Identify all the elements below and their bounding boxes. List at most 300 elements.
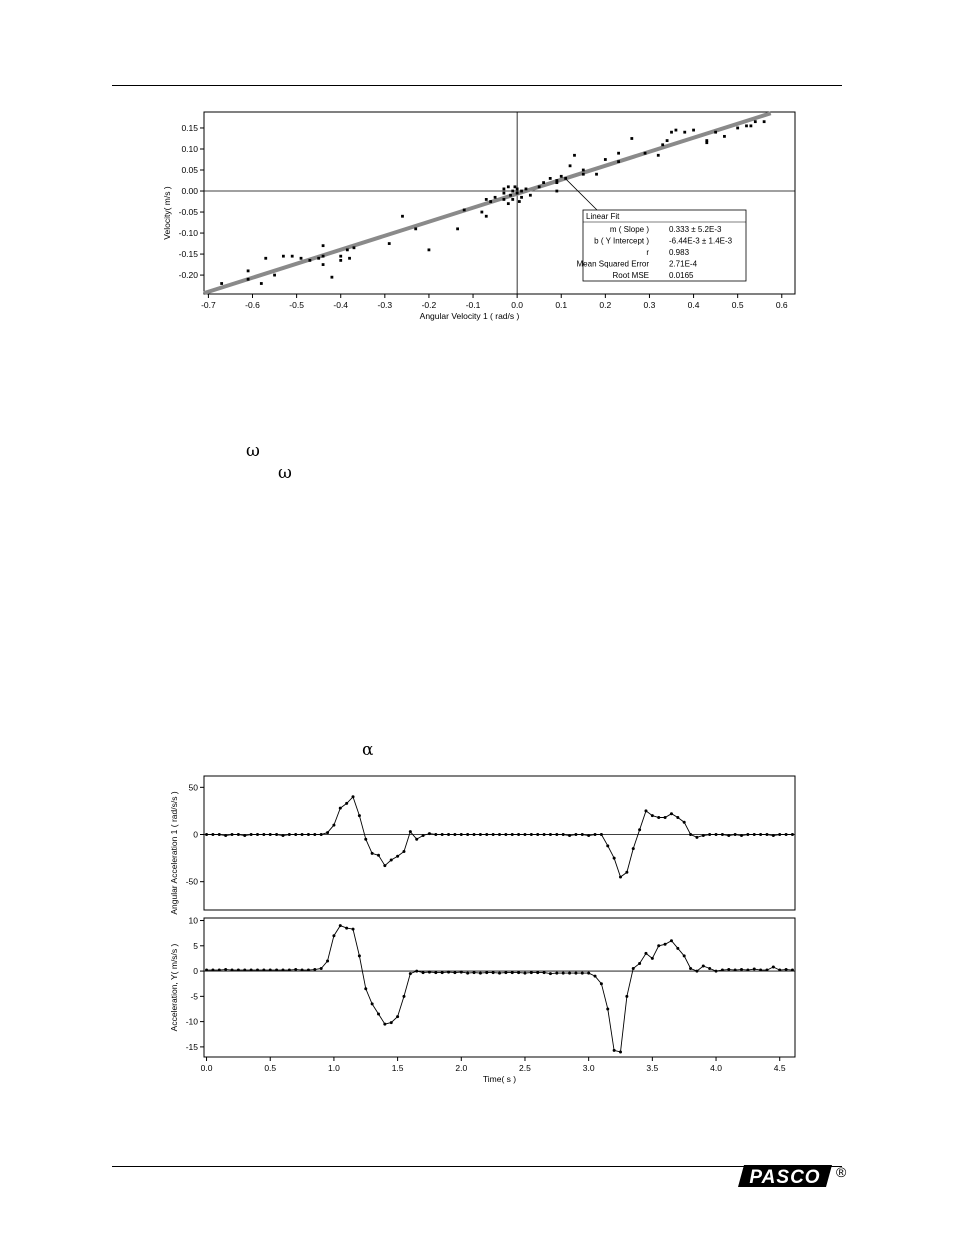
data-point bbox=[307, 833, 310, 836]
data-point bbox=[746, 833, 749, 836]
data-point bbox=[220, 282, 223, 285]
data-point bbox=[581, 833, 584, 836]
x-tick-label: -0.3 bbox=[377, 300, 393, 310]
data-point bbox=[542, 181, 545, 184]
data-point bbox=[536, 971, 539, 974]
data-point bbox=[525, 188, 528, 191]
data-point bbox=[587, 972, 590, 975]
data-point bbox=[434, 833, 437, 836]
data-point bbox=[555, 181, 558, 184]
data-point bbox=[282, 255, 285, 258]
data-point bbox=[401, 215, 404, 218]
data-point bbox=[791, 969, 794, 972]
data-point bbox=[422, 834, 425, 837]
x-tick-label: 0.1 bbox=[555, 300, 568, 310]
data-point bbox=[492, 833, 495, 836]
x-tick-label: 4.5 bbox=[773, 1063, 786, 1073]
data-point bbox=[250, 833, 253, 836]
data-point bbox=[332, 824, 335, 827]
x-tick-label: 0.5 bbox=[264, 1063, 277, 1073]
data-point bbox=[657, 816, 660, 819]
data-point bbox=[339, 924, 342, 927]
data-point bbox=[736, 127, 739, 130]
footer-rule bbox=[112, 1166, 842, 1167]
data-point bbox=[530, 971, 533, 974]
data-point bbox=[785, 968, 788, 971]
y-tick-label: -50 bbox=[185, 876, 198, 887]
data-point bbox=[582, 173, 585, 176]
data-point bbox=[617, 152, 620, 155]
data-point bbox=[409, 830, 412, 833]
data-point bbox=[562, 833, 565, 836]
linear-fit-label: b ( Y Intercept ) bbox=[594, 236, 649, 246]
data-point bbox=[224, 968, 227, 971]
data-point bbox=[320, 967, 323, 970]
data-point bbox=[594, 833, 597, 836]
data-point bbox=[480, 211, 483, 214]
data-point bbox=[466, 972, 469, 975]
data-point bbox=[345, 802, 348, 805]
data-point bbox=[237, 833, 240, 836]
data-point bbox=[479, 972, 482, 975]
data-point bbox=[494, 196, 497, 199]
data-point bbox=[549, 177, 552, 180]
data-point bbox=[721, 969, 724, 972]
data-point bbox=[237, 969, 240, 972]
linear-fit-title: Linear Fit bbox=[586, 212, 620, 221]
data-point bbox=[250, 969, 253, 972]
registered-mark: ® bbox=[836, 1164, 847, 1180]
data-point bbox=[504, 971, 507, 974]
data-point bbox=[644, 152, 647, 155]
data-point bbox=[754, 120, 757, 123]
data-point bbox=[695, 970, 698, 973]
linear-fit-label: Root MSE bbox=[612, 271, 649, 280]
x-tick-label: -0.5 bbox=[289, 300, 304, 310]
data-point bbox=[661, 143, 664, 146]
omega-symbol: ω bbox=[278, 463, 292, 483]
plot-frame bbox=[204, 776, 795, 910]
data-point bbox=[352, 928, 355, 931]
x-tick-label: 0.6 bbox=[775, 300, 788, 310]
data-point bbox=[740, 968, 743, 971]
data-point bbox=[275, 833, 278, 836]
data-point bbox=[549, 972, 552, 975]
data-point bbox=[383, 1023, 386, 1026]
data-point bbox=[353, 246, 356, 249]
data-point bbox=[301, 833, 304, 836]
data-point bbox=[434, 971, 437, 974]
velocity-vs-angular-velocity-chart bbox=[150, 100, 800, 330]
data-point bbox=[281, 969, 284, 972]
x-tick-label: 0.2 bbox=[599, 300, 612, 310]
data-point bbox=[243, 969, 246, 972]
series-line bbox=[207, 926, 793, 1052]
data-point bbox=[260, 282, 263, 285]
data-point bbox=[745, 124, 748, 127]
data-point bbox=[402, 995, 405, 998]
annotation-leader bbox=[567, 180, 597, 210]
data-point bbox=[791, 833, 794, 836]
data-point bbox=[753, 833, 756, 836]
data-point bbox=[205, 833, 208, 836]
data-point bbox=[313, 833, 316, 836]
header-rule bbox=[112, 85, 842, 86]
data-point bbox=[569, 164, 572, 167]
data-point bbox=[262, 969, 265, 972]
x-tick-label: 4.0 bbox=[710, 1063, 722, 1073]
data-point bbox=[453, 833, 456, 836]
data-point bbox=[320, 833, 323, 836]
data-point bbox=[568, 972, 571, 975]
data-point bbox=[307, 969, 310, 972]
data-point bbox=[568, 834, 571, 837]
y-tick-label: 10 bbox=[188, 915, 198, 926]
data-point bbox=[549, 833, 552, 836]
data-point bbox=[702, 965, 705, 968]
data-point bbox=[516, 192, 519, 195]
data-point bbox=[705, 139, 708, 142]
data-point bbox=[670, 131, 673, 134]
data-point bbox=[388, 242, 391, 245]
data-point bbox=[651, 814, 654, 817]
data-point bbox=[692, 129, 695, 132]
y-tick-label: 0.15 bbox=[181, 122, 198, 133]
data-point bbox=[485, 971, 488, 974]
data-point bbox=[759, 969, 762, 972]
data-point bbox=[294, 968, 297, 971]
data-point bbox=[504, 833, 507, 836]
y-tick-label: -10 bbox=[185, 1016, 198, 1027]
data-point bbox=[657, 944, 660, 947]
data-point bbox=[560, 175, 563, 178]
x-tick-label: 3.0 bbox=[582, 1063, 595, 1073]
data-point bbox=[396, 1015, 399, 1018]
data-point bbox=[581, 972, 584, 975]
data-point bbox=[224, 834, 227, 837]
x-tick-label: 1.0 bbox=[328, 1063, 340, 1073]
data-point bbox=[247, 269, 250, 272]
alpha-symbol: α bbox=[362, 740, 374, 760]
data-point bbox=[574, 972, 577, 975]
data-point bbox=[273, 274, 276, 277]
data-point bbox=[632, 847, 635, 850]
y-tick-label: 0.10 bbox=[181, 143, 198, 154]
data-point bbox=[511, 198, 514, 201]
data-point bbox=[664, 943, 667, 946]
plot-frame bbox=[204, 918, 795, 1057]
data-point bbox=[517, 971, 520, 974]
data-point bbox=[573, 154, 576, 157]
y-tick-label: -0.15 bbox=[178, 249, 198, 260]
data-point bbox=[606, 1007, 609, 1010]
data-point bbox=[422, 971, 425, 974]
data-point bbox=[371, 852, 374, 855]
data-point bbox=[715, 833, 718, 836]
data-point bbox=[536, 833, 539, 836]
data-point bbox=[518, 200, 521, 203]
data-point bbox=[473, 971, 476, 974]
data-point bbox=[441, 833, 444, 836]
data-point bbox=[218, 969, 221, 972]
data-point bbox=[511, 971, 514, 974]
data-point bbox=[294, 833, 297, 836]
x-tick-label: -0.1 bbox=[465, 300, 481, 310]
data-point bbox=[503, 188, 506, 191]
data-point bbox=[288, 833, 291, 836]
data-point bbox=[543, 833, 546, 836]
angular-acceleration-chart bbox=[150, 766, 800, 916]
data-point bbox=[383, 864, 386, 867]
data-point bbox=[600, 982, 603, 985]
data-point bbox=[689, 833, 692, 836]
data-point bbox=[346, 248, 349, 251]
data-point bbox=[441, 971, 444, 974]
linear-fit-value: 0.0165 bbox=[669, 271, 694, 280]
y-tick-label: 50 bbox=[188, 782, 198, 793]
data-point bbox=[269, 833, 272, 836]
data-point bbox=[415, 970, 418, 973]
data-point bbox=[520, 190, 523, 193]
data-point bbox=[511, 833, 514, 836]
data-point bbox=[275, 969, 278, 972]
data-point bbox=[772, 966, 775, 969]
data-point bbox=[676, 947, 679, 950]
data-point bbox=[765, 833, 768, 836]
data-point bbox=[396, 855, 399, 858]
data-point bbox=[727, 968, 730, 971]
data-point bbox=[460, 833, 463, 836]
data-point bbox=[345, 927, 348, 930]
y-tick-label: -0.20 bbox=[178, 270, 198, 281]
data-point bbox=[511, 190, 514, 193]
data-point bbox=[675, 129, 678, 132]
data-point bbox=[600, 833, 603, 836]
data-point bbox=[516, 188, 519, 191]
x-tick-label: 2.5 bbox=[519, 1063, 531, 1073]
data-point bbox=[281, 834, 284, 837]
data-point bbox=[507, 185, 510, 188]
data-point bbox=[619, 1050, 622, 1053]
data-point bbox=[503, 192, 506, 195]
data-point bbox=[664, 816, 667, 819]
data-point bbox=[702, 834, 705, 837]
data-point bbox=[683, 821, 686, 824]
x-tick-label: 1.5 bbox=[391, 1063, 404, 1073]
data-point bbox=[529, 194, 532, 197]
data-point bbox=[364, 987, 367, 990]
data-point bbox=[689, 967, 692, 970]
x-tick-label: 3.5 bbox=[646, 1063, 659, 1073]
data-point bbox=[638, 828, 641, 831]
data-point bbox=[264, 257, 267, 260]
data-point bbox=[772, 834, 775, 837]
pasco-logo-mark bbox=[738, 1163, 847, 1191]
y-tick-label: 0 bbox=[193, 966, 198, 977]
x-tick-label: 0.4 bbox=[687, 300, 700, 310]
x-tick-label: 0.5 bbox=[731, 300, 744, 310]
data-point bbox=[339, 807, 342, 810]
data-point bbox=[778, 969, 781, 972]
data-point bbox=[256, 969, 259, 972]
data-point bbox=[498, 972, 501, 975]
data-point bbox=[657, 154, 660, 157]
data-point bbox=[322, 244, 325, 247]
data-point bbox=[644, 809, 647, 812]
data-point bbox=[332, 934, 335, 937]
x-tick-label: -0.2 bbox=[421, 300, 437, 310]
data-point bbox=[331, 276, 334, 279]
data-point bbox=[358, 814, 361, 817]
data-point bbox=[414, 227, 417, 230]
x-tick-label: 0.3 bbox=[643, 300, 656, 310]
data-point bbox=[670, 939, 673, 942]
data-point bbox=[723, 135, 726, 138]
data-point bbox=[322, 255, 325, 258]
data-point bbox=[763, 120, 766, 123]
data-point bbox=[595, 173, 598, 176]
data-point bbox=[269, 969, 272, 972]
data-point bbox=[651, 957, 654, 960]
data-point bbox=[205, 969, 208, 972]
data-point bbox=[564, 177, 567, 180]
data-point bbox=[301, 969, 304, 972]
y-tick-label: 0.05 bbox=[181, 165, 198, 176]
pasco-logo-text: PASCO bbox=[749, 1167, 821, 1188]
data-point bbox=[617, 160, 620, 163]
data-point bbox=[765, 969, 768, 972]
data-point bbox=[676, 816, 679, 819]
linear-fit-label: Mean Squared Error bbox=[576, 259, 649, 269]
data-point bbox=[485, 215, 488, 218]
y-tick-label: -0.10 bbox=[178, 228, 198, 239]
data-point bbox=[313, 968, 316, 971]
data-point bbox=[218, 833, 221, 836]
data-point bbox=[587, 834, 590, 837]
data-point bbox=[288, 969, 291, 972]
pasco-logo bbox=[738, 1163, 847, 1196]
data-point bbox=[352, 795, 355, 798]
data-point bbox=[670, 812, 673, 815]
data-point bbox=[695, 836, 698, 839]
data-point bbox=[625, 871, 628, 874]
y-tick-label: -5 bbox=[190, 991, 198, 1002]
data-point bbox=[638, 962, 641, 965]
x-tick-label: 2.0 bbox=[455, 1063, 468, 1073]
data-point bbox=[231, 969, 234, 972]
data-point bbox=[447, 971, 450, 974]
data-point bbox=[759, 833, 762, 836]
data-point bbox=[714, 131, 717, 134]
x-axis-label: Time( s ) bbox=[482, 1074, 517, 1084]
data-point bbox=[453, 971, 456, 974]
data-point bbox=[574, 833, 577, 836]
data-point bbox=[523, 972, 526, 975]
data-point bbox=[632, 967, 635, 970]
data-point bbox=[520, 196, 523, 199]
data-point bbox=[339, 255, 342, 258]
data-point bbox=[456, 227, 459, 230]
x-tick-label: -0.4 bbox=[333, 300, 349, 310]
data-point bbox=[262, 833, 265, 836]
data-point bbox=[503, 198, 506, 201]
data-point bbox=[613, 857, 616, 860]
data-point bbox=[428, 832, 431, 835]
data-point bbox=[428, 248, 431, 251]
data-point bbox=[428, 971, 431, 974]
data-point bbox=[746, 969, 749, 972]
data-point bbox=[683, 131, 686, 134]
linear-fit-value: 2.71E-4 bbox=[669, 259, 698, 269]
data-point bbox=[489, 200, 492, 203]
data-point bbox=[708, 967, 711, 970]
y-axis-label: Angular Acceleration 1 ( rad/s/s ) bbox=[169, 791, 179, 915]
data-point bbox=[211, 833, 214, 836]
data-point bbox=[734, 969, 737, 972]
data-point bbox=[727, 834, 730, 837]
data-point bbox=[402, 850, 405, 853]
data-point bbox=[308, 259, 311, 262]
y-axis-label: Acceleration, Y( m/s/s ) bbox=[169, 943, 179, 1032]
y-tick-label: -15 bbox=[185, 1041, 198, 1052]
data-point bbox=[517, 833, 520, 836]
data-point bbox=[247, 278, 250, 281]
data-point bbox=[530, 833, 533, 836]
linear-fit-label: m ( Slope ) bbox=[609, 225, 649, 234]
data-point bbox=[377, 1013, 380, 1016]
data-point bbox=[390, 858, 393, 861]
x-tick-label: 0.0 bbox=[511, 300, 524, 310]
series-line bbox=[207, 797, 793, 877]
x-tick-label: -0.6 bbox=[245, 300, 260, 310]
linear-fit-value: -6.44E-3 ± 1.4E-3 bbox=[669, 236, 733, 246]
data-point bbox=[211, 969, 214, 972]
data-point bbox=[243, 834, 246, 837]
data-point bbox=[409, 972, 412, 975]
data-point bbox=[708, 833, 711, 836]
y-tick-label: 0 bbox=[193, 829, 198, 840]
y-tick-label: 0.00 bbox=[181, 186, 198, 197]
data-point bbox=[460, 971, 463, 974]
data-point bbox=[538, 185, 541, 188]
data-point bbox=[613, 1049, 616, 1052]
data-point bbox=[594, 975, 597, 978]
data-point bbox=[492, 971, 495, 974]
data-point bbox=[339, 259, 342, 262]
linear-fit-label: r bbox=[646, 248, 649, 257]
data-point bbox=[749, 124, 752, 127]
data-point bbox=[582, 169, 585, 172]
data-point bbox=[740, 834, 743, 837]
data-point bbox=[555, 190, 558, 193]
data-point bbox=[322, 263, 325, 266]
data-point bbox=[463, 209, 466, 212]
data-point bbox=[625, 995, 628, 998]
data-point bbox=[778, 833, 781, 836]
data-point bbox=[479, 833, 482, 836]
omega-symbol: ω bbox=[246, 441, 260, 461]
data-point bbox=[485, 198, 488, 201]
data-point bbox=[415, 838, 418, 841]
data-point bbox=[785, 833, 788, 836]
acceleration-y-chart bbox=[150, 910, 800, 1085]
data-point bbox=[543, 971, 546, 974]
data-point bbox=[326, 831, 329, 834]
data-point bbox=[364, 838, 367, 841]
linear-fit-value: 0.983 bbox=[669, 248, 690, 257]
data-point bbox=[562, 972, 565, 975]
x-tick-label: 0.0 bbox=[200, 1063, 213, 1073]
